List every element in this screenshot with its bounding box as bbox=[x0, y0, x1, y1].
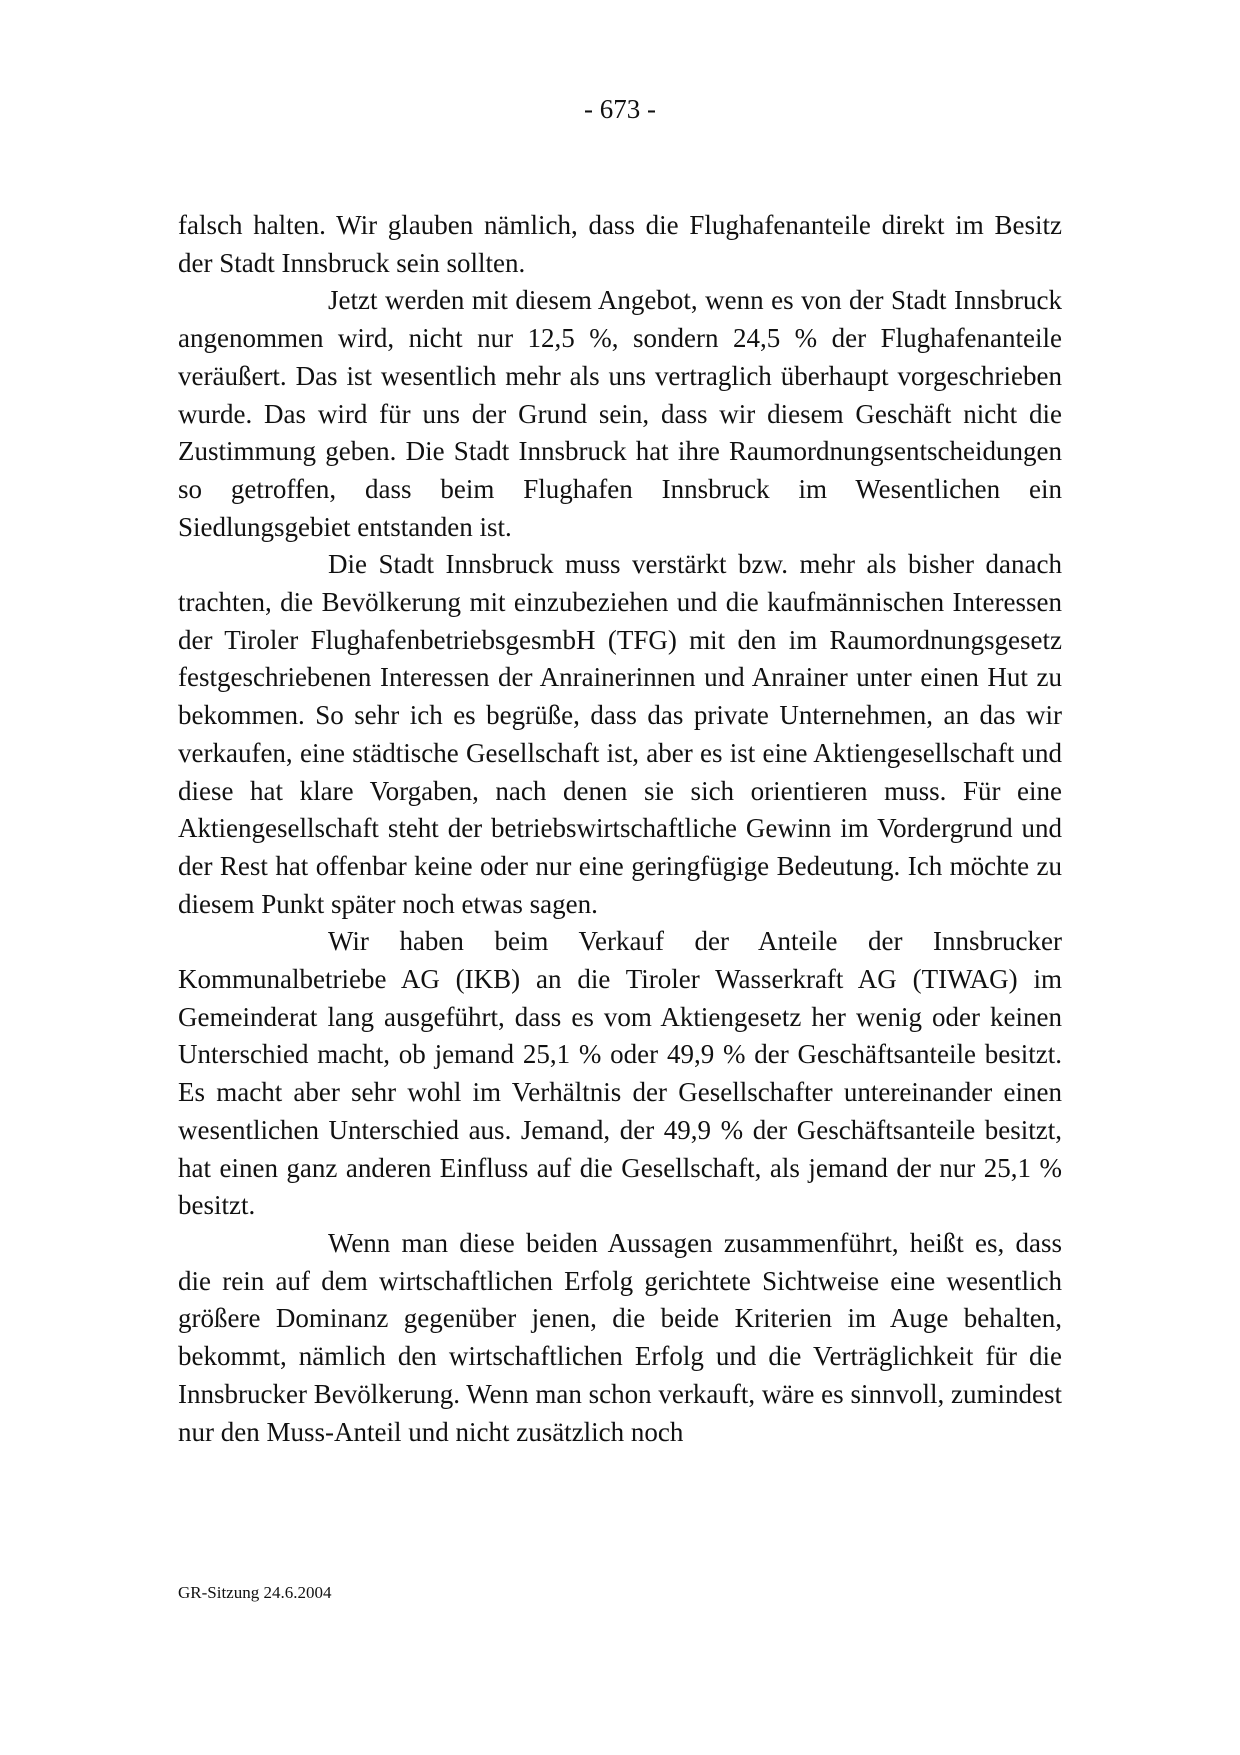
paragraph: Die Stadt Innsbruck muss verstärkt bzw. mehr als bisher danach trachten, die Bevölkerung mit einzubeziehen und die kaufmännischen Interessen der Tiroler FlughafenbetriebsgesmbH (TFG) mit den im Raumordnungsgesetz festgeschriebenen Interessen der Anrainerinnen und Anrainer unter einen Hut zu bekommen. So sehr ich es begrüße, dass das private Unternehmen, an das wir verkaufen, eine städtische Gesellschaft ist, aber es ist eine Aktiengesellschaft und diese hat klare Vorgaben, nach denen sie sich orientieren muss. Für eine Aktiengesellschaft steht der betriebswirtschaftliche Gewinn im Vordergrund und der Rest hat offenbar keine oder nur eine geringfügige Bedeutung. Ich möchte zu diesem Punkt später noch etwas sagen. bbox=[178, 549, 1062, 919]
paragraph: falsch halten. Wir glauben nämlich, dass die Flughafenanteile direkt im Besitz der Stadt Innsbruck sein sollten. bbox=[178, 210, 1062, 278]
paragraph: Jetzt werden mit diesem Angebot, wenn es von der Stadt Innsbruck angenommen wird, nicht nur 12,5 %, sondern 24,5 % der Flughafenanteile veräußert. Das ist wesentlich mehr als uns vertraglich überhaupt vorgeschrieben wurde. Das wird für uns der Grund sein, dass wir diesem Geschäft nicht die Zustimmung geben. Die Stadt Innsbruck hat ihre Raumordnungsentscheidungen so getroffen, dass beim Flughafen Innsbruck im Wesentlichen ein Siedlungsgebiet entstanden ist. bbox=[178, 285, 1062, 542]
paragraph: Wenn man diese beiden Aussagen zusammenführt, heißt es, dass die rein auf dem wirtschaftlichen Erfolg gerichtete Sichtweise eine wesentlich größere Dominanz gegenüber jenen, die beide Kriterien im Auge behalten, bekommt, nämlich den wirtschaftlichen Erfolg und die Verträglichkeit für die Innsbrucker Bevölkerung. Wenn man schon verkauft, wäre es sinnvoll, zumindest nur den Muss-Anteil und nicht zusätzlich noch bbox=[178, 1227, 1062, 1447]
page-number: - 673 - bbox=[584, 94, 656, 124]
body-text bbox=[178, 207, 1062, 1451]
paragraph: Wir haben beim Verkauf der Anteile der Innsbrucker Kommunalbetriebe AG (IKB) an die Tiroler Wasserkraft AG (TIWAG) im Gemeinderat lang ausgeführt, dass es vom Aktiengesetz her wenig oder keinen Unterschied macht, ob jemand 25,1 % oder 49,9 % der Geschäftsanteile besitzt. Es macht aber sehr wohl im Verhältnis der Gesellschafter untereinander einen wesentlichen Unterschied aus. Jemand, der 49,9 % der Geschäftsanteile besitzt, hat einen ganz anderen Einfluss auf die Gesellschaft, als jemand der nur 25,1 % besitzt. bbox=[178, 926, 1062, 1221]
footer-session-date: GR-Sitzung 24.6.2004 bbox=[178, 1583, 332, 1602]
